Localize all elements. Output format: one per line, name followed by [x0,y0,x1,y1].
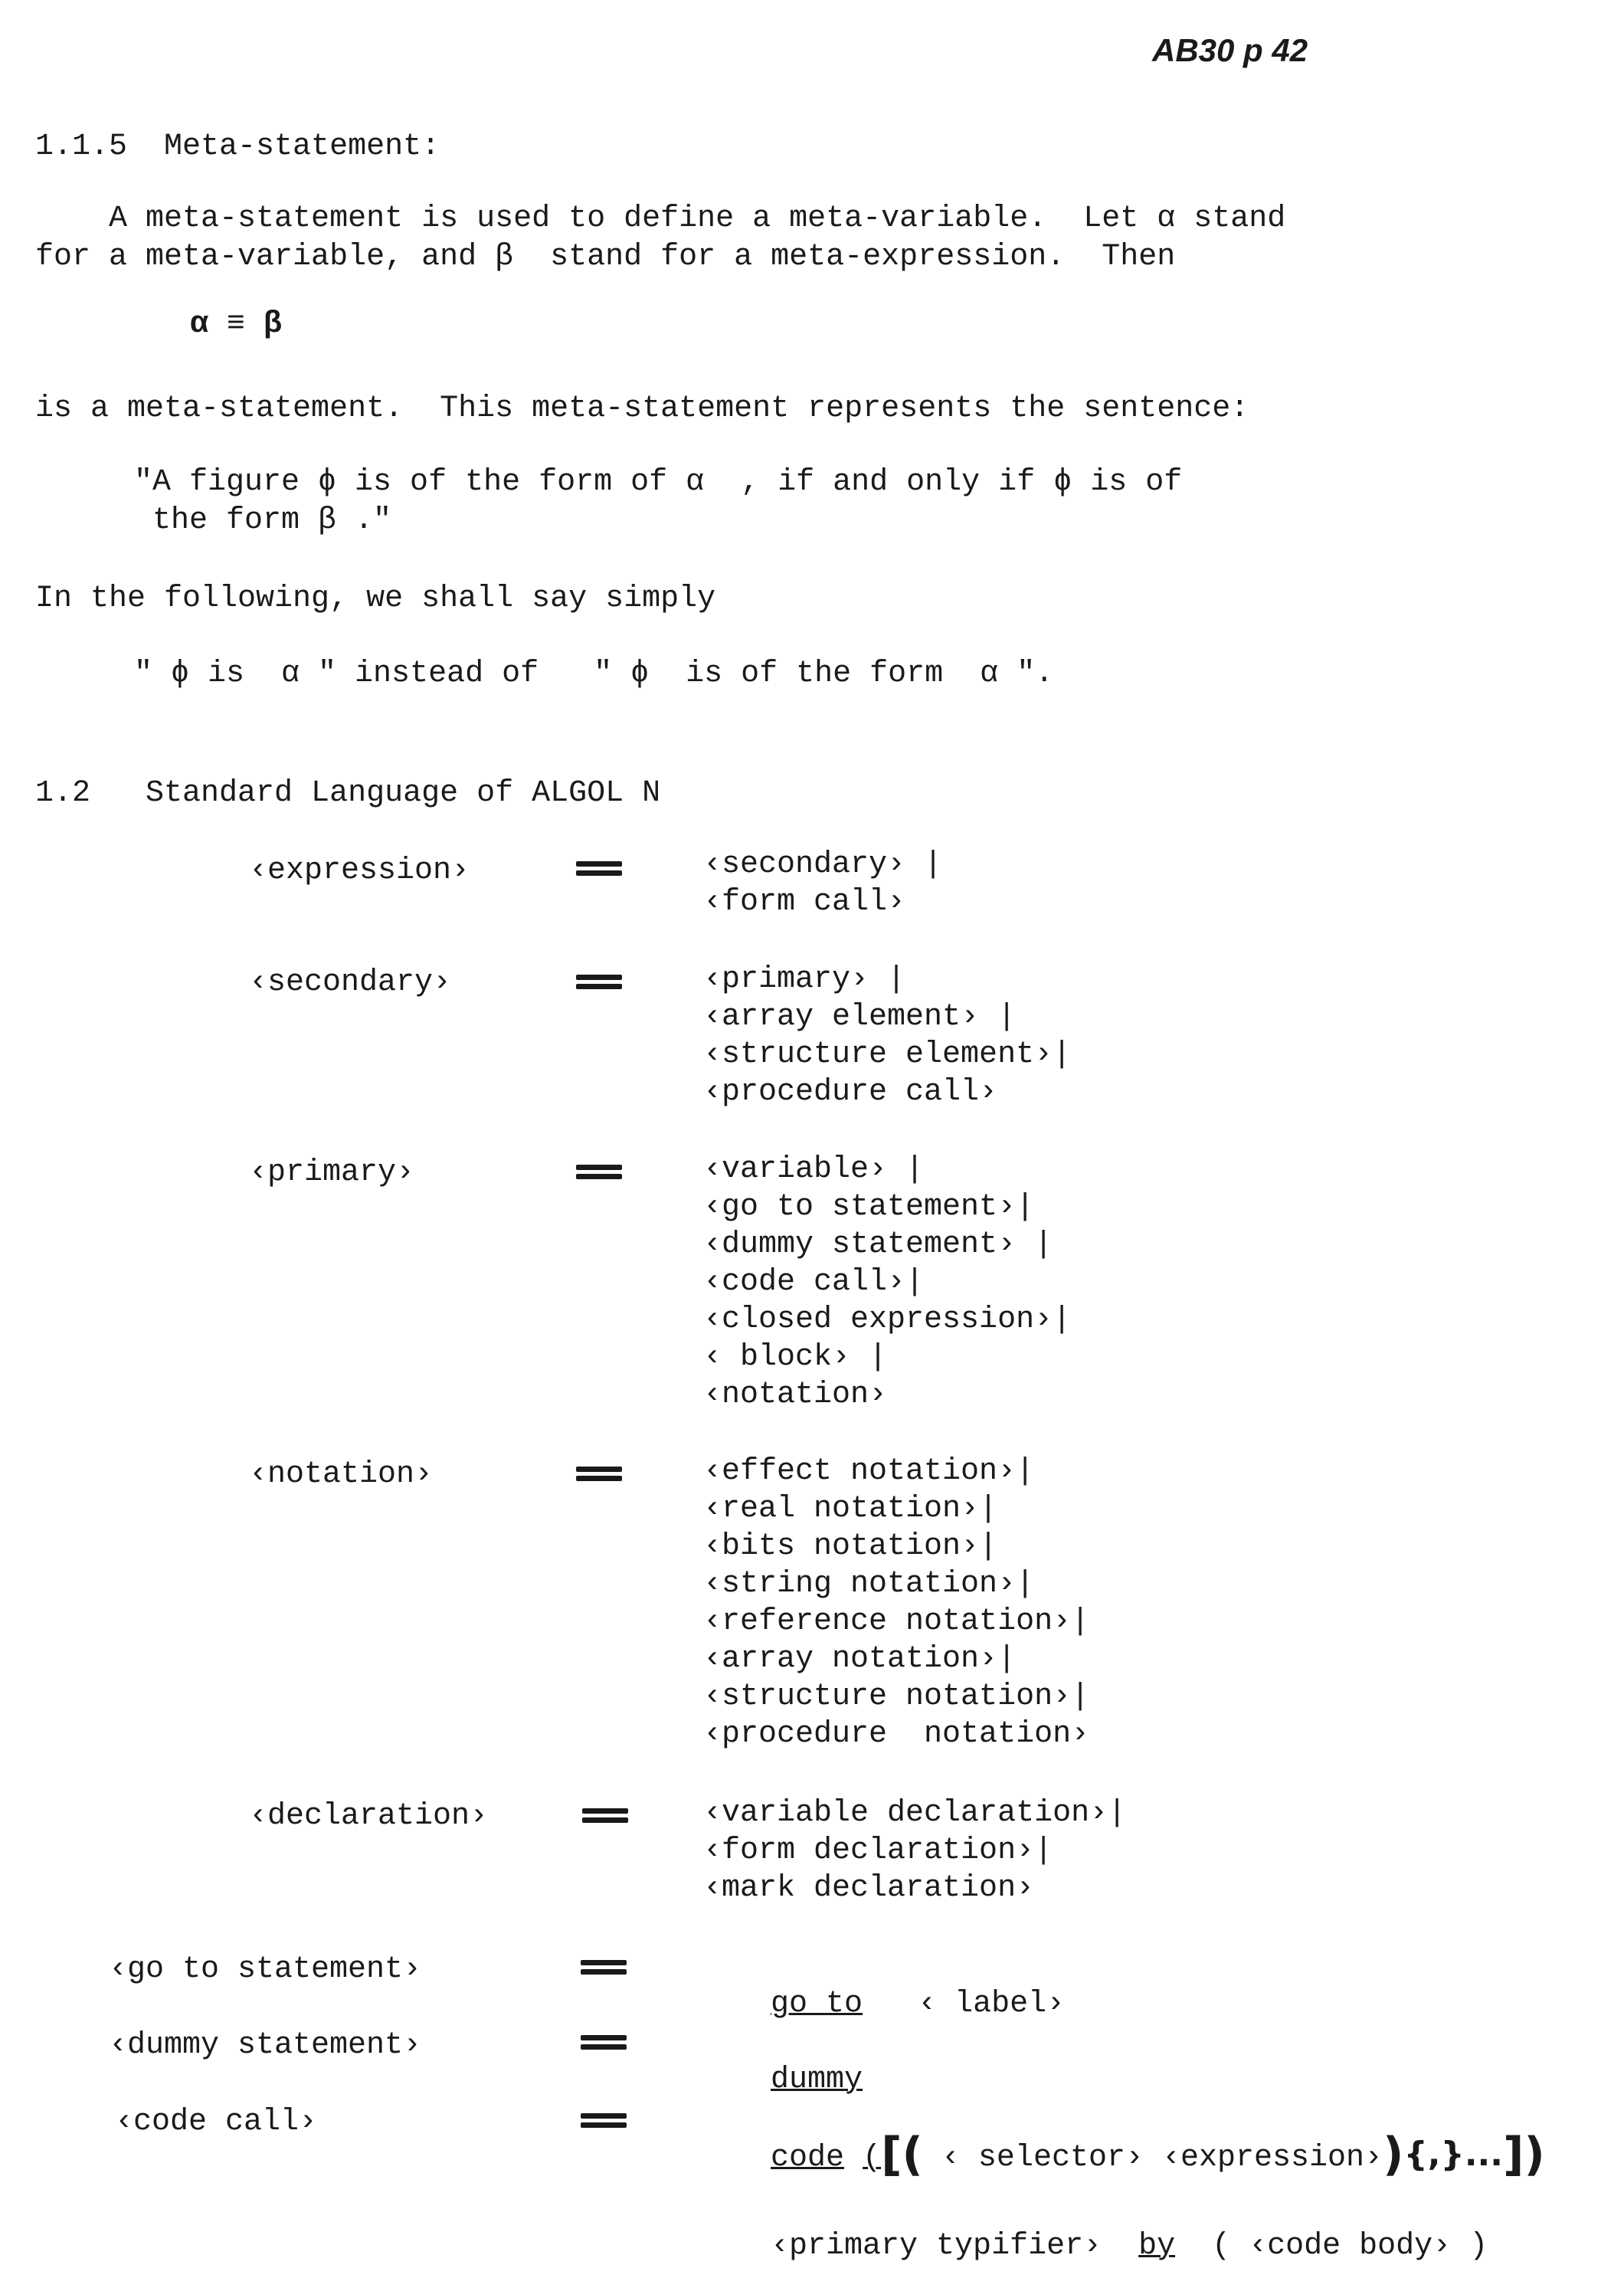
quote-line: the form β ." [134,503,392,538]
rule-rhs-option: ‹array element› | [703,1000,1017,1034]
equivalence-symbol [576,975,622,993]
rule-rhs-code-call-line2 [734,2190,1488,2265]
rule-rhs-option: ‹variable› | [703,1152,925,1187]
meta-formula: α ≡ β [190,307,283,342]
section-title-1-2: 1.2 Standard Language of ALGOL N [35,776,661,811]
equivalence-symbol [581,2113,627,2132]
rule-lhs-secondary: ‹secondary› [249,965,452,1000]
paragraph-line: is a meta-statement. This meta-statement represents the sentence: [35,392,1249,426]
rule-rhs-option: ‹code call›| [703,1265,925,1300]
rule-rhs-option: ‹structure notation›| [703,1680,1090,1714]
rule-rhs-option: ‹secondary› | [703,847,943,882]
rule-rhs-option: ‹structure element›| [703,1037,1072,1072]
rule-lhs-expression: ‹expression› [249,854,470,888]
rule-rhs-option: ‹string notation›| [703,1567,1035,1601]
quote-line: " ϕ is α " instead of " ϕ is of the form α ". [134,657,1054,691]
rule-rhs-option: ‹procedure call› [703,1075,998,1109]
paragraph-line: A meta-statement is used to define a meta-variable. Let α stand [35,202,1286,236]
keyword-code: code [771,2141,845,2175]
rule-rhs-option: ‹real notation›| [703,1492,998,1526]
equivalence-symbol [582,1808,628,1827]
rule-rhs-go-to [734,1948,1065,2023]
equivalence-symbol [581,1960,627,1978]
rule-rhs-option: ‹dummy statement› | [703,1227,1053,1262]
rule-lhs-dummy-statement: ‹dummy statement› [109,2028,422,2063]
keyword-go-to: go to [771,1987,863,2021]
equivalence-symbol [576,1467,622,1485]
paragraph-line: In the following, we shall say simply [35,582,716,616]
rule-rhs-code-call [734,2098,1545,2181]
rule-rhs-option: ‹array notation›| [703,1642,1017,1676]
rule-lhs-declaration: ‹declaration› [249,1799,489,1834]
rule-rhs-option: ‹closed expression›| [703,1303,1072,1337]
rule-rhs-option: ‹primary› | [703,962,906,997]
equivalence-symbol [581,2035,627,2053]
rule-rhs-dummy [734,2024,863,2099]
close-paren: ) [1524,2128,1545,2181]
rule-rhs-option: ‹reference notation›| [703,1604,1090,1639]
selector-nonterminal: ‹ selector› [941,2141,1144,2175]
rule-lhs-code-call: ‹code call› [115,2105,318,2139]
open-paren: ( [863,2141,882,2175]
open-bracket: [ [881,2128,902,2181]
rule-rhs-option: ‹ block› | [703,1340,888,1375]
section-title-1-1-5: 1.1.5 Meta-statement: [35,129,440,164]
equivalence-symbol [576,861,622,880]
quote-line: "A figure ϕ is of the form of α , if and only if ϕ is of [134,465,1183,500]
rule-rhs-option: ‹bits notation›| [703,1529,998,1564]
close-paren-bold: ) [1383,2128,1404,2181]
paragraph-line: for a meta-variable, and β stand for a meta-expression. Then [35,240,1176,274]
close-bracket: ] [1502,2128,1524,2181]
rule-rhs-option: ‹effect notation›| [703,1454,1035,1489]
rule-rhs-option: ‹notation› [703,1378,888,1412]
page-reference: AB30 p 42 [1152,32,1308,68]
rule-rhs-option: ‹form declaration›| [703,1834,1053,1868]
expression-nonterminal: ‹expression› [1161,2141,1383,2175]
rule-rhs-option: ‹mark declaration› [703,1871,1035,1906]
open-paren-bold: ( [902,2128,923,2181]
equivalence-symbol [576,1165,622,1183]
rule-rhs-option: ‹go to statement›| [703,1190,1035,1224]
rule-lhs-go-to-statement: ‹go to statement› [109,1952,422,1987]
rule-lhs-primary: ‹primary› [249,1155,415,1190]
label-nonterminal: ‹ label› [918,1987,1066,2021]
code-body-group: ( ‹code body› ) [1212,2229,1488,2263]
primary-typifier-nonterminal: ‹primary typifier› [771,2229,1102,2263]
rule-rhs-option: ‹procedure notation› [703,1717,1090,1752]
rule-lhs-notation: ‹notation› [249,1457,434,1492]
keyword-dummy: dummy [771,2063,863,2097]
keyword-by: by [1138,2229,1176,2263]
rule-rhs-option: ‹form call› [703,885,906,919]
repeat-marker: {,}... [1403,2135,1503,2174]
rule-rhs-option: ‹variable declaration›| [703,1796,1127,1831]
